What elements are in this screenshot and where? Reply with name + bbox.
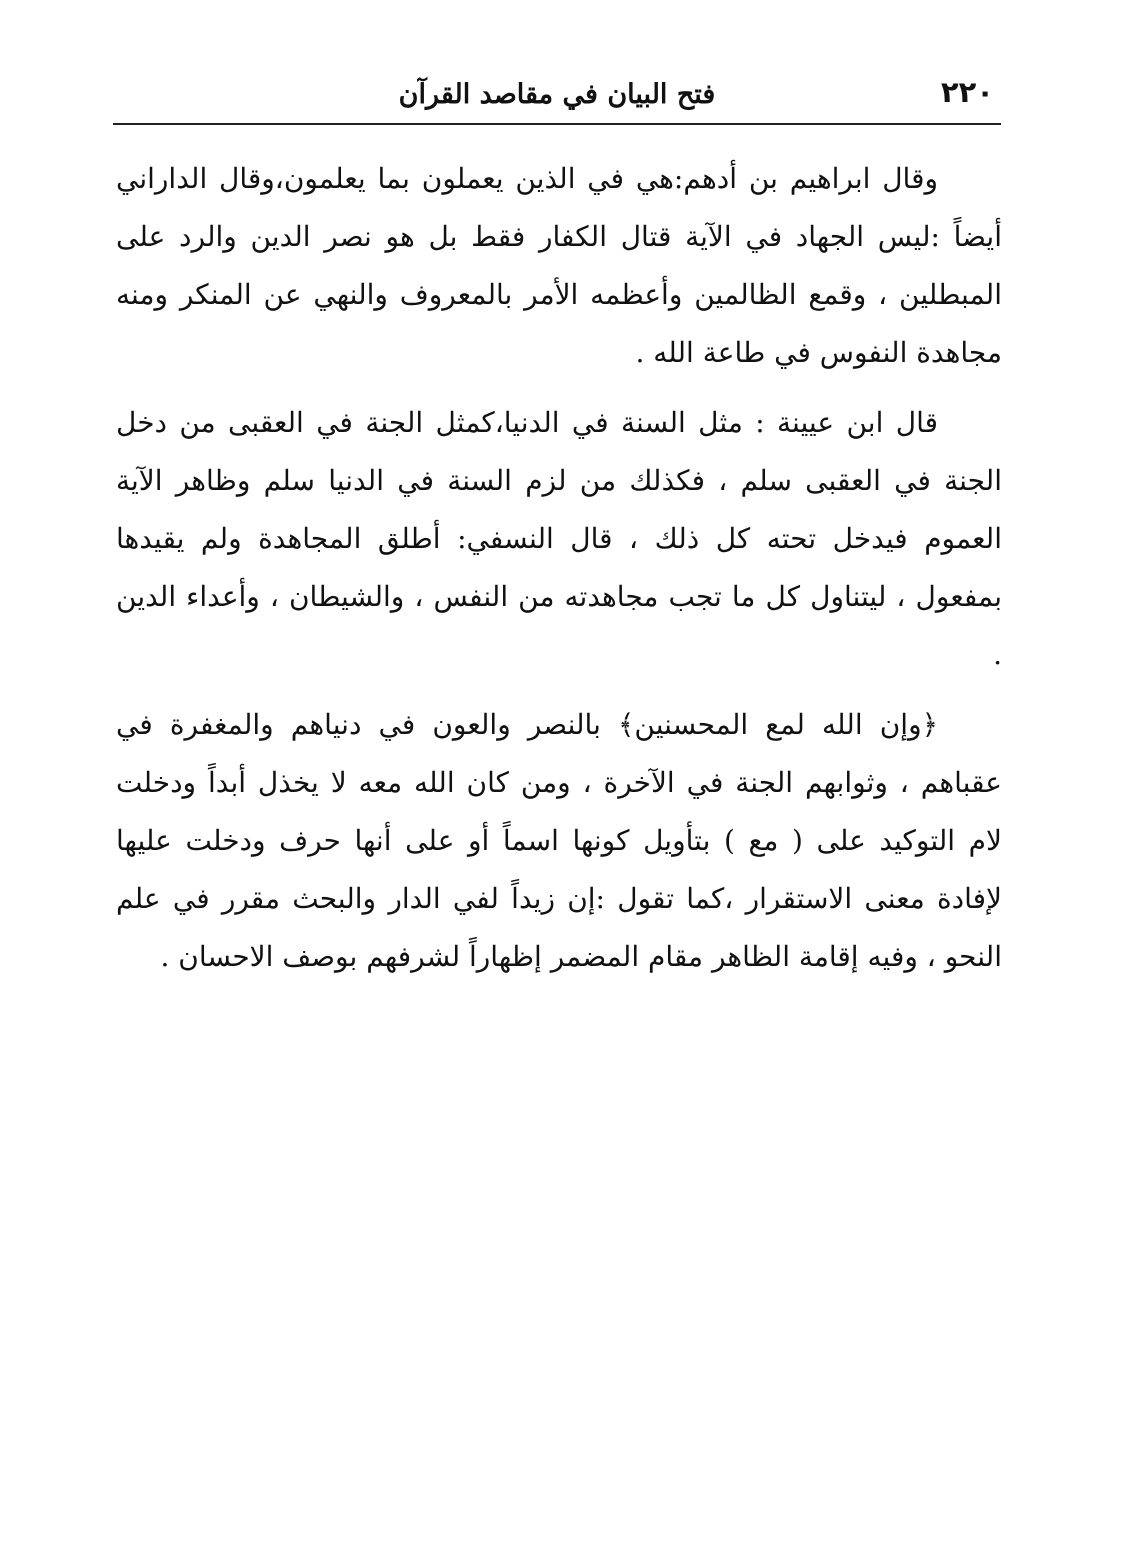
paragraph: ﴿وإن الله لمع المحسنين﴾ بالنصر والعون في دنياهم والمغفرة في عقباهم ، وثوابهم الجنة في الآخرة ، ومن كان الله معه لا يخذل أبداً ودخلت لام التوكيد على ( مع ) بتأويل كونها اسماً أو على أنها حرف ودخلت عليها لإفادة معنى الاستقرار ،كما تقول :إن زيداً لفي الدار والبحث مقرر في علم النحو ، وفيه إقامة الظاهر مقام المضمر إظهاراً لشرفهم بوصف الاحسان . bbox=[116, 708, 1002, 973]
header-divider bbox=[113, 123, 1001, 125]
page-number: ٢٢٠ bbox=[940, 75, 994, 109]
paragraph: قال ابن عيينة : مثل السنة في الدنيا،كمثل الجنة في العقبى من دخل الجنة في العقبى سلم ، فكذلك من لزم السنة في الدنيا سلم وظاهر الآية العموم فيدخل تحته كل ذلك ، قال النسفي: أطلق المجاهدة ولم يقيدها بمفعول ، ليتناول كل ما تجب مجاهدته من النفس ، والشيطان ، وأعداء الدين . bbox=[116, 406, 1002, 671]
running-header bbox=[112, 70, 1002, 118]
paragraph: وقال ابراهيم بن أدهم:هي في الذين يعملون بما يعلمون،وقال الداراني أيضاً :ليس الجهاد في الآية قتال الكفار فقط بل هو نصر الدين والرد على المبطلين ، وقمع الظالمين وأعظمه الأمر بالمعروف والنهي عن المنكر ومنه مجاهدة النفوس في طاعة الله . bbox=[116, 162, 1002, 369]
book-title: فتح البيان في مقاصد القرآن bbox=[398, 79, 716, 110]
body-text bbox=[116, 150, 1002, 998]
